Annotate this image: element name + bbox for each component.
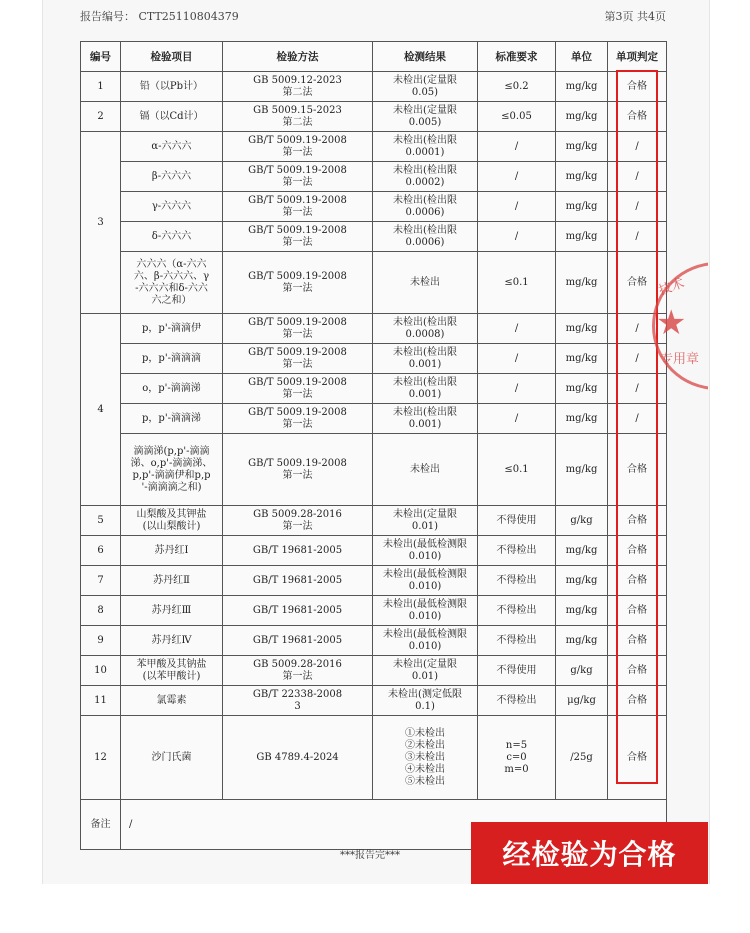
cell-method: GB/T 5009.19-2008 第一法 [223, 222, 373, 252]
cell-unit: mg/kg [556, 162, 608, 192]
col-header-verdict: 单项判定 [608, 42, 667, 72]
cell-unit: mg/kg [556, 314, 608, 344]
cell-verdict: / [608, 344, 667, 374]
table-header-row [81, 42, 667, 72]
cell-standard: 不得使用 [478, 506, 556, 536]
cell-item: δ-六六六 [121, 222, 223, 252]
cell-no: 3 [81, 132, 121, 314]
cell-method: GB/T 5009.19-2008 第一法 [223, 344, 373, 374]
cell-verdict: / [608, 132, 667, 162]
cell-method: GB 4789.4-2024 [223, 716, 373, 800]
cell-item: 沙门氏菌 [121, 716, 223, 800]
cell-no: 5 [81, 506, 121, 536]
cell-unit: mg/kg [556, 596, 608, 626]
cell-method: GB/T 5009.19-2008 第一法 [223, 374, 373, 404]
cell-item: p，p'-滴滴伊 [121, 314, 223, 344]
cell-result: 未检出(最低检测限 0.010) [373, 536, 478, 566]
cell-method: GB/T 19681-2005 [223, 626, 373, 656]
cell-standard: n=5 c=0 m=0 [478, 716, 556, 800]
cell-result: 未检出(检出限 0.0006) [373, 192, 478, 222]
cell-unit: mg/kg [556, 344, 608, 374]
cell-verdict: 合格 [608, 536, 667, 566]
cell-verdict: 合格 [608, 596, 667, 626]
cell-standard: 不得检出 [478, 566, 556, 596]
cell-no: 8 [81, 596, 121, 626]
cell-verdict: 合格 [608, 566, 667, 596]
cell-verdict: 合格 [608, 102, 667, 132]
report-end-text: ***报告完*** [340, 850, 400, 861]
cell-method: GB/T 5009.19-2008 第一法 [223, 162, 373, 192]
cell-verdict: 合格 [608, 72, 667, 102]
cell-result: 未检出(最低检测限 0.010) [373, 566, 478, 596]
remarks-label: 备注 [81, 800, 121, 850]
cell-result: 未检出(检出限 0.001) [373, 344, 478, 374]
remarks-value: / [121, 800, 667, 850]
cell-standard: ≤0.2 [478, 72, 556, 102]
cell-method: GB 5009.12-2023 第二法 [223, 72, 373, 102]
cell-standard: / [478, 404, 556, 434]
table-row [81, 222, 667, 252]
cell-method: GB/T 5009.19-2008 第一法 [223, 192, 373, 222]
cell-standard: / [478, 314, 556, 344]
cell-item: 氯霉素 [121, 686, 223, 716]
cell-verdict: 合格 [608, 716, 667, 800]
cell-item: 苏丹红Ⅲ [121, 596, 223, 626]
table-row [81, 132, 667, 162]
cell-no: 6 [81, 536, 121, 566]
cell-no: 2 [81, 102, 121, 132]
seal-text-top: 技术 [656, 275, 687, 299]
cell-method: GB/T 5009.19-2008 第一法 [223, 404, 373, 434]
cell-result: 未检出 [373, 434, 478, 506]
cell-method: GB/T 5009.19-2008 第一法 [223, 132, 373, 162]
col-header-result: 检测结果 [373, 42, 478, 72]
cell-unit: mg/kg [556, 536, 608, 566]
table-row [81, 656, 667, 686]
cell-standard: / [478, 344, 556, 374]
cell-result: 未检出(测定低限 0.1) [373, 686, 478, 716]
cell-standard: / [478, 192, 556, 222]
cell-unit: mg/kg [556, 192, 608, 222]
cell-verdict: / [608, 192, 667, 222]
cell-standard: ≤0.1 [478, 434, 556, 506]
col-header-no: 编号 [81, 42, 121, 72]
cell-verdict: 合格 [608, 506, 667, 536]
col-header-unit: 单位 [556, 42, 608, 72]
cell-method: GB 5009.15-2023 第二法 [223, 102, 373, 132]
cell-item: p，p'-滴滴涕 [121, 404, 223, 434]
table-row [81, 536, 667, 566]
cell-standard: / [478, 374, 556, 404]
cell-item: 六六六（α-六六 六、β-六六六、γ -六六六和δ-六六 六之和） [121, 252, 223, 314]
table-row [81, 192, 667, 222]
table-row [81, 404, 667, 434]
cell-no: 4 [81, 314, 121, 506]
cell-result: 未检出(检出限 0.0002) [373, 162, 478, 192]
cell-method: GB 5009.28-2016 第一法 [223, 506, 373, 536]
cell-standard: 不得检出 [478, 686, 556, 716]
cell-verdict: 合格 [608, 252, 667, 314]
cell-unit: mg/kg [556, 222, 608, 252]
table-row [81, 344, 667, 374]
cell-item: 山梨酸及其钾盐 (以山梨酸计) [121, 506, 223, 536]
table-row [81, 162, 667, 192]
conclusion-banner: 经检验为合格 [471, 822, 708, 884]
cell-verdict: / [608, 404, 667, 434]
cell-item: 滴滴涕(p,p'-滴滴 涕、o,p'-滴滴涕、 p,p'-滴滴伊和p,p '-滴滴滴之和) [121, 434, 223, 506]
star-icon: ★ [656, 303, 687, 343]
table-row [81, 72, 667, 102]
cell-method: GB/T 19681-2005 [223, 596, 373, 626]
seal-text-bottom: 专用章 [660, 352, 700, 367]
cell-item: 苏丹红Ⅳ [121, 626, 223, 656]
cell-verdict: 合格 [608, 434, 667, 506]
col-header-item: 检验项目 [121, 42, 223, 72]
cell-result: 未检出 [373, 252, 478, 314]
cell-standard: 不得检出 [478, 596, 556, 626]
table-row [81, 716, 667, 800]
cell-item: 苏丹红Ⅱ [121, 566, 223, 596]
cell-no: 9 [81, 626, 121, 656]
cell-item: 苯甲酸及其钠盐 (以苯甲酸计) [121, 656, 223, 686]
cell-result: 未检出(检出限 0.001) [373, 404, 478, 434]
table-row [81, 596, 667, 626]
cell-unit: mg/kg [556, 102, 608, 132]
cell-result: ①未检出 ②未检出 ③未检出 ④未检出 ⑤未检出 [373, 716, 478, 800]
col-header-standard: 标准要求 [478, 42, 556, 72]
cell-item: γ-六六六 [121, 192, 223, 222]
cell-unit: g/kg [556, 656, 608, 686]
table-row [81, 686, 667, 716]
table-row [81, 434, 667, 506]
cell-standard: 不得使用 [478, 656, 556, 686]
inspection-table [80, 41, 667, 850]
cell-result: 未检出(定量限 0.05) [373, 72, 478, 102]
cell-result: 未检出(检出限 0.0008) [373, 314, 478, 344]
cell-item: o，p'-滴滴涕 [121, 374, 223, 404]
cell-verdict: / [608, 162, 667, 192]
cell-verdict: 合格 [608, 626, 667, 656]
cell-unit: mg/kg [556, 626, 608, 656]
table-row [81, 506, 667, 536]
cell-unit: μg/kg [556, 686, 608, 716]
table-row [81, 102, 667, 132]
cell-result: 未检出(定量限 0.01) [373, 506, 478, 536]
table-row [81, 314, 667, 344]
table-row [81, 626, 667, 656]
cell-unit: mg/kg [556, 374, 608, 404]
cell-method: GB/T 22338-2008 3 [223, 686, 373, 716]
cell-verdict: / [608, 314, 667, 344]
cell-result: 未检出(检出限 0.0006) [373, 222, 478, 252]
cell-method: GB/T 19681-2005 [223, 536, 373, 566]
table-row [81, 374, 667, 404]
report-number: 报告编号： CTT25110804379 [80, 10, 239, 23]
cell-item: α-六六六 [121, 132, 223, 162]
table-row [81, 566, 667, 596]
official-seal [652, 262, 708, 390]
cell-result: 未检出(最低检测限 0.010) [373, 626, 478, 656]
cell-result: 未检出(检出限 0.0001) [373, 132, 478, 162]
cell-method: GB/T 5009.19-2008 第一法 [223, 434, 373, 506]
page-indicator: 第3页 共4页 [604, 10, 666, 23]
cell-no: 1 [81, 72, 121, 102]
cell-result: 未检出(定量限 0.005) [373, 102, 478, 132]
cell-standard: / [478, 222, 556, 252]
cell-method: GB/T 5009.19-2008 第一法 [223, 314, 373, 344]
verdict-highlight-box [616, 70, 658, 784]
cell-result: 未检出(最低检测限 0.010) [373, 596, 478, 626]
cell-unit: mg/kg [556, 252, 608, 314]
cell-no: 12 [81, 716, 121, 800]
cell-standard: 不得检出 [478, 536, 556, 566]
cell-no: 11 [81, 686, 121, 716]
cell-item: β-六六六 [121, 162, 223, 192]
cell-standard: ≤0.1 [478, 252, 556, 314]
cell-no: 10 [81, 656, 121, 686]
cell-verdict: 合格 [608, 686, 667, 716]
cell-item: p，p'-滴滴滴 [121, 344, 223, 374]
cell-standard: 不得检出 [478, 626, 556, 656]
cell-unit: /25g [556, 716, 608, 800]
cell-item: 铅（以Pb计） [121, 72, 223, 102]
cell-unit: mg/kg [556, 566, 608, 596]
cell-method: GB 5009.28-2016 第一法 [223, 656, 373, 686]
cell-result: 未检出(检出限 0.001) [373, 374, 478, 404]
col-header-method: 检验方法 [223, 42, 373, 72]
cell-no: 7 [81, 566, 121, 596]
cell-method: GB/T 5009.19-2008 第一法 [223, 252, 373, 314]
cell-unit: mg/kg [556, 434, 608, 506]
cell-result: 未检出(定量限 0.01) [373, 656, 478, 686]
cell-item: 镉（以Cd计） [121, 102, 223, 132]
cell-verdict: 合格 [608, 656, 667, 686]
cell-unit: mg/kg [556, 404, 608, 434]
cell-method: GB/T 19681-2005 [223, 566, 373, 596]
cell-unit: mg/kg [556, 72, 608, 102]
cell-standard: ≤0.05 [478, 102, 556, 132]
cell-standard: / [478, 132, 556, 162]
cell-unit: g/kg [556, 506, 608, 536]
cell-item: 苏丹红Ⅰ [121, 536, 223, 566]
table-row [81, 252, 667, 314]
cell-unit: mg/kg [556, 132, 608, 162]
cell-verdict: / [608, 222, 667, 252]
cell-verdict: / [608, 374, 667, 404]
cell-standard: / [478, 162, 556, 192]
